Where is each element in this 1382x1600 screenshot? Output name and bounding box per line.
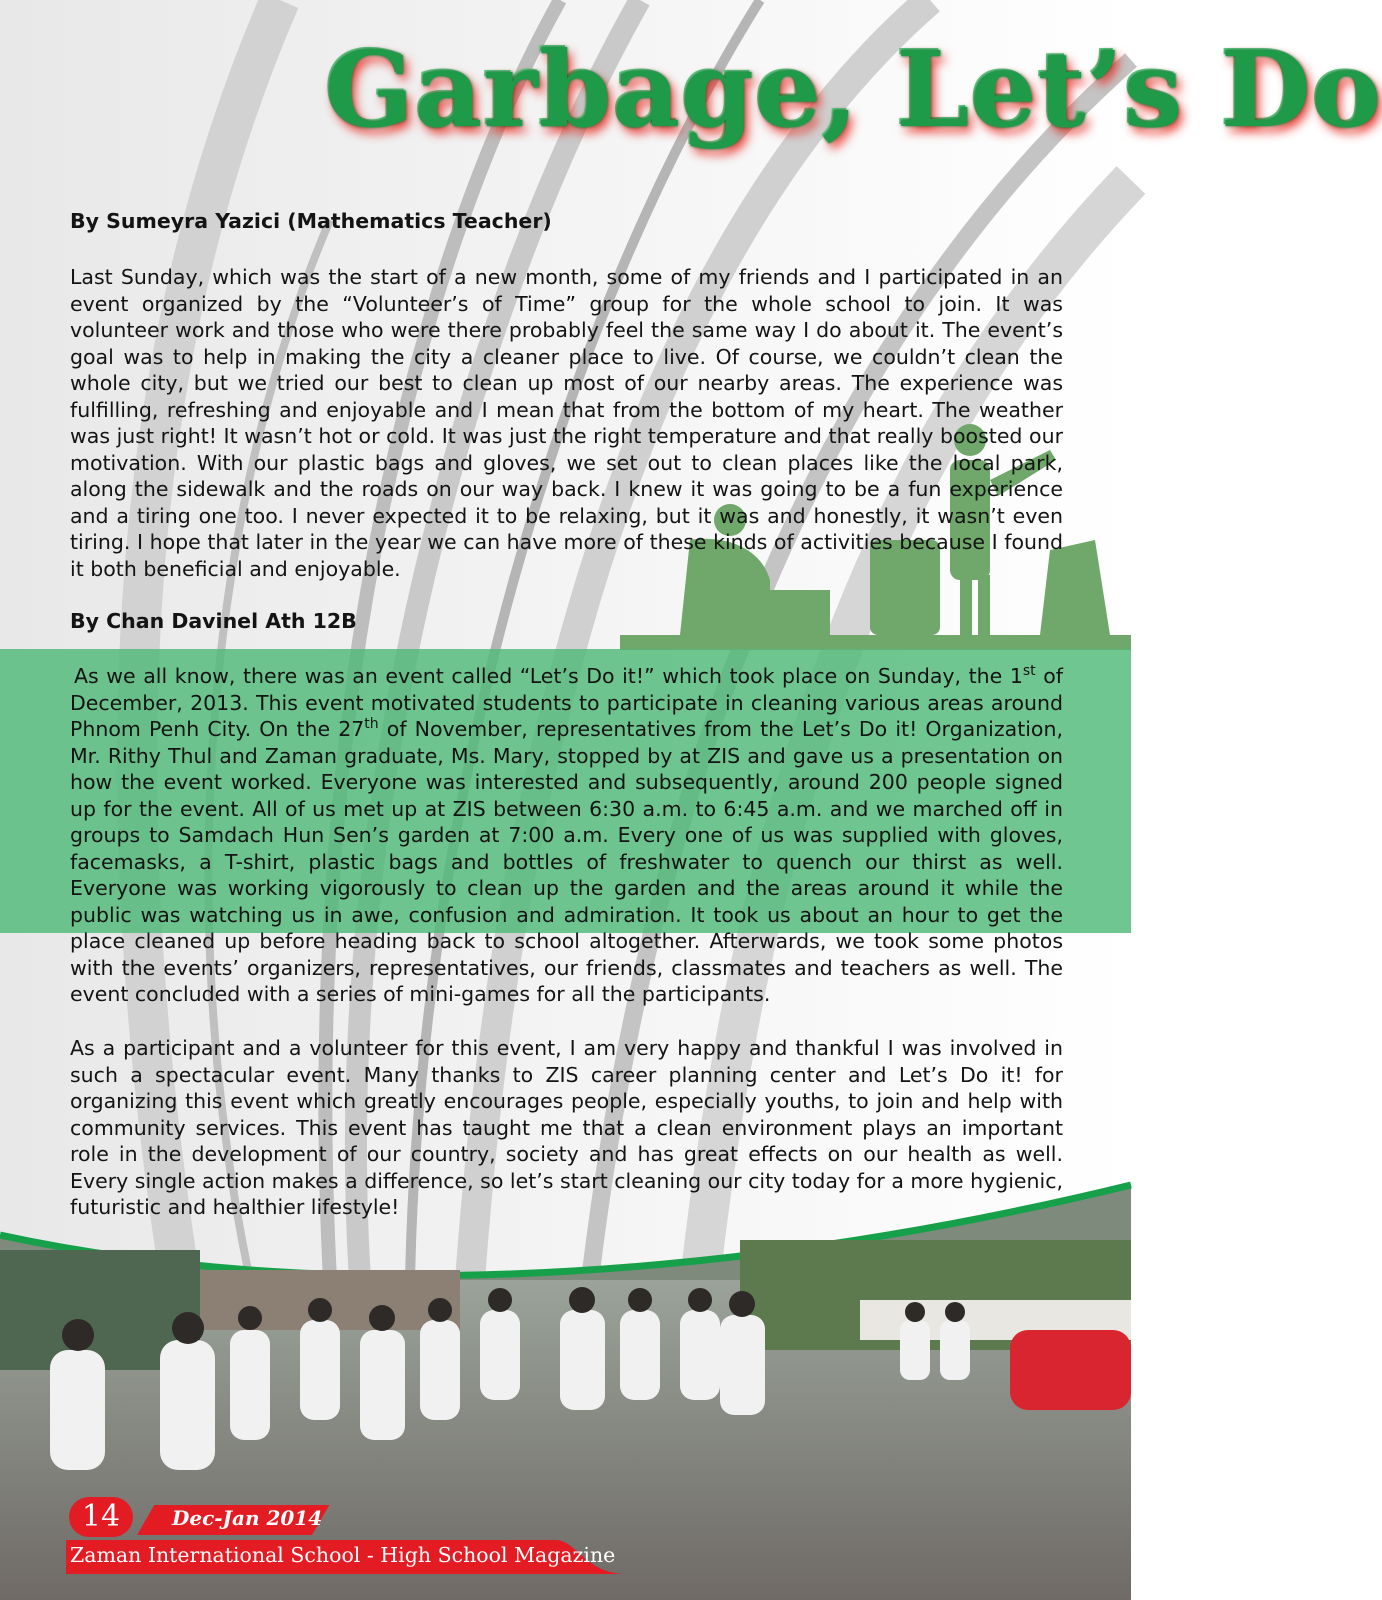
ordinal-suffix: th xyxy=(364,716,379,733)
article2-text-b: of December, 2013. This event motivated students to participate in cleaning various areas around Phnom Penh City. On the 27 xyxy=(70,664,1063,741)
article1-body: Last Sunday, which was the start of a new month, some of my friends and I participated in an event organized by the “Volunteer’s of Time” group for the whole school to join. It was volunteer work and those who were there probably feel the same way I do about it. The event’s goal was to help in making the city a cleaner place to live. Of course, we couldn’t clean the whole city, but we tried our best to clean up most of our nearby areas. The experience was fulfilling, refreshing and enjoyable and I mean that from the bottom of my heart. The weather was just right! It wasn’t hot or cold. It was just the right temperature and that really boosted our motivation. With our plastic bags and gloves, we set out to clean places like the local park, along the sidewalk and the roads on our way back. I knew it was going to be a fun experience and a tiring one too. I never expected it to be relaxing, but it was and honestly, it wasn’t even tiring. I hope that later in the year we can have more of these kinds of activities because I found it both beneficial and enjoyable. xyxy=(70,265,1063,581)
page-number: 14 xyxy=(69,1497,133,1537)
article2-paragraph-1 xyxy=(70,663,1063,1008)
page-title: Garbage, Let’s Do xyxy=(325,28,1382,151)
article1-byline: By Sumeyra Yazici (Mathematics Teacher) xyxy=(70,209,552,233)
article2-byline: By Chan Davinel Ath 12B xyxy=(70,609,357,633)
issue-date: Dec-Jan 2014 xyxy=(172,1506,323,1530)
article2-paragraph-2: As a participant and a volunteer for this event, I am very happy and thankful I was involved in such a spectacular event. Many thanks to ZIS career planning center and Let’s Do it! for organizing this event which greatly encourages people, especially youths, to join and help with community services. This event has taught me that a clean environment plays an important role in the development of our country, society and has great effects on our health as well. Every single action makes a difference, so let’s start cleaning our city today for a more hygienic, futuristic and healthier lifestyle! xyxy=(70,1036,1063,1219)
ordinal-suffix: st xyxy=(1022,663,1036,680)
article2-text-c: of November, representatives from the Let’s Do it! Organization, Mr. Rithy Thul and Zaman graduate, Ms. Mary, stopped by at ZIS and gave us a presentation on how the event worked. Everyone was interested and subsequently, around 200 people signed up for the event. All of us met up at ZIS between 6:30 a.m. to 6:45 a.m. and we marched off in groups to Samdach Hun Sen’s garden at 7:00 a.m. Every one of us was supplied with gloves, facemasks, a T-shirt, plastic bags and bottles of freshwater to quench our thirst as well. Everyone was working vigorously to clean up the garden and the areas around it while the public was watching us in awe, confusion and admiration. It took us about an hour to get the place cleaned up before heading back to school altogether. Afterwards, we took some photos with the events’ organizers, representatives, our friends, classmates and teachers as well. The event concluded with a series of mini-games for all the participants. xyxy=(70,717,1063,1006)
publication-name: Zaman International School - High School Magazine xyxy=(70,1543,616,1567)
article2-text-a: As we all know, there was an event called “Let’s Do it!” which took place on Sunday, the 1 xyxy=(74,664,1023,688)
